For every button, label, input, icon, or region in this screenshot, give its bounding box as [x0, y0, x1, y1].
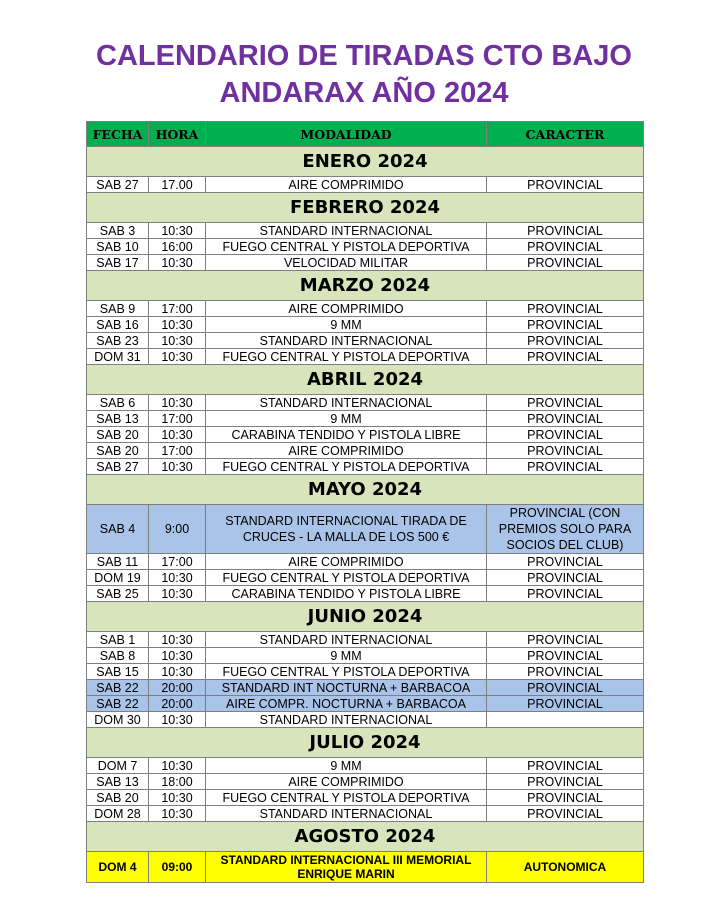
month-row [87, 147, 644, 177]
table-row [87, 712, 644, 728]
cell-hora: 18:00 [149, 774, 206, 790]
cell-caracter: PROVINCIAL [487, 239, 644, 255]
cell-modalidad: CARABINA TENDIDO Y PISTOLA LIBRE [206, 586, 487, 602]
month-row [87, 822, 644, 852]
cell-fecha: SAB 23 [87, 333, 149, 349]
cell-fecha: SAB 22 [87, 696, 149, 712]
cell-caracter: AUTONOMICA [487, 852, 644, 883]
cell-fecha: SAB 4 [87, 505, 149, 554]
cell-fecha: SAB 6 [87, 395, 149, 411]
cell-hora: 10:30 [149, 349, 206, 365]
cell-hora: 17:00 [149, 411, 206, 427]
cell-fecha: SAB 9 [87, 301, 149, 317]
cell-fecha: SAB 3 [87, 223, 149, 239]
cell-fecha: SAB 20 [87, 427, 149, 443]
cell-modalidad: 9 MM [206, 411, 487, 427]
title-line-2: ANDARAX AÑO 2024 [219, 77, 509, 109]
cell-caracter: PROVINCIAL [487, 301, 644, 317]
table-row [87, 411, 644, 427]
cell-caracter: PROVINCIAL [487, 632, 644, 648]
table-row [87, 427, 644, 443]
table-row [87, 223, 644, 239]
cell-caracter: PROVINCIAL [487, 570, 644, 586]
cell-caracter: PROVINCIAL [487, 758, 644, 774]
cell-fecha: SAB 8 [87, 648, 149, 664]
cell-caracter: PROVINCIAL [487, 648, 644, 664]
month-row [87, 193, 644, 223]
cell-caracter: PROVINCIAL [487, 223, 644, 239]
table-row [87, 648, 644, 664]
month-name: FEBRERO 2024 [87, 193, 644, 223]
table-row [87, 696, 644, 712]
cell-caracter: PROVINCIAL [487, 806, 644, 822]
cell-fecha: SAB 13 [87, 411, 149, 427]
cell-modalidad: FUEGO CENTRAL Y PISTOLA DEPORTIVA [206, 790, 487, 806]
cell-fecha: SAB 20 [87, 443, 149, 459]
cell-fecha: SAB 1 [87, 632, 149, 648]
cell-modalidad: STANDARD INTERNACIONAL [206, 806, 487, 822]
cell-modalidad: FUEGO CENTRAL Y PISTOLA DEPORTIVA [206, 459, 487, 475]
cell-fecha: DOM 30 [87, 712, 149, 728]
table-row [87, 317, 644, 333]
cell-modalidad: FUEGO CENTRAL Y PISTOLA DEPORTIVA [206, 664, 487, 680]
table-row [87, 790, 644, 806]
cell-caracter: PROVINCIAL [487, 664, 644, 680]
cell-hora: 10:30 [149, 570, 206, 586]
cell-fecha: DOM 31 [87, 349, 149, 365]
cell-caracter: PROVINCIAL [487, 395, 644, 411]
cell-caracter: PROVINCIAL [487, 333, 644, 349]
cell-hora: 17:00 [149, 443, 206, 459]
cell-caracter: PROVINCIAL [487, 790, 644, 806]
cell-modalidad: AIRE COMPRIMIDO [206, 554, 487, 570]
cell-modalidad: AIRE COMPRIMIDO [206, 774, 487, 790]
cell-hora: 10:30 [149, 395, 206, 411]
cell-hora: 20:00 [149, 680, 206, 696]
month-name: JUNIO 2024 [87, 602, 644, 632]
cell-fecha: SAB 15 [87, 664, 149, 680]
month-row [87, 271, 644, 301]
table-row [87, 443, 644, 459]
cell-fecha: SAB 27 [87, 177, 149, 193]
cell-caracter: PROVINCIAL [487, 774, 644, 790]
cell-hora: 10:30 [149, 806, 206, 822]
cell-fecha: DOM 28 [87, 806, 149, 822]
cell-modalidad: STANDARD INTERNACIONAL III MEMORIAL ENRIQUE MARIN [206, 852, 487, 883]
month-name: JULIO 2024 [87, 728, 644, 758]
cell-caracter: PROVINCIAL [487, 255, 644, 271]
month-row [87, 475, 644, 505]
cell-caracter: PROVINCIAL [487, 177, 644, 193]
cell-hora: 17.00 [149, 177, 206, 193]
table-row [87, 852, 644, 883]
cell-modalidad: STANDARD INTERNACIONAL [206, 395, 487, 411]
cell-caracter: PROVINCIAL [487, 349, 644, 365]
cell-fecha: SAB 17 [87, 255, 149, 271]
cell-modalidad: AIRE COMPR. NOCTURNA + BARBACOA [206, 696, 487, 712]
cell-hora: 10:30 [149, 758, 206, 774]
month-name: ABRIL 2024 [87, 365, 644, 395]
cell-hora: 10:30 [149, 790, 206, 806]
cell-hora: 10:30 [149, 648, 206, 664]
month-name: ENERO 2024 [87, 147, 644, 177]
cell-modalidad: AIRE COMPRIMIDO [206, 301, 487, 317]
cell-modalidad: FUEGO CENTRAL Y PISTOLA DEPORTIVA [206, 239, 487, 255]
table-row [87, 255, 644, 271]
cell-modalidad: 9 MM [206, 758, 487, 774]
table-row [87, 239, 644, 255]
cell-hora: 10:30 [149, 712, 206, 728]
cell-hora: 20:00 [149, 696, 206, 712]
cell-modalidad: AIRE COMPRIMIDO [206, 177, 487, 193]
table-row [87, 395, 644, 411]
cell-modalidad: STANDARD INT NOCTURNA + BARBACOA [206, 680, 487, 696]
page-title [0, 38, 728, 112]
cell-modalidad: STANDARD INTERNACIONAL [206, 712, 487, 728]
cell-fecha: DOM 19 [87, 570, 149, 586]
cell-fecha: SAB 13 [87, 774, 149, 790]
cell-modalidad: STANDARD INTERNACIONAL [206, 223, 487, 239]
cell-fecha: SAB 16 [87, 317, 149, 333]
cell-caracter: PROVINCIAL [487, 586, 644, 602]
cell-caracter: PROVINCIAL [487, 411, 644, 427]
table-row [87, 774, 644, 790]
cell-hora: 10:30 [149, 223, 206, 239]
cell-modalidad: AIRE COMPRIMIDO [206, 443, 487, 459]
cell-hora: 10:30 [149, 317, 206, 333]
table-row [87, 758, 644, 774]
cell-hora: 10:30 [149, 427, 206, 443]
table-row [87, 301, 644, 317]
cell-fecha: SAB 22 [87, 680, 149, 696]
cell-caracter: PROVINCIAL [487, 317, 644, 333]
cell-hora: 10:30 [149, 459, 206, 475]
cell-hora: 10:30 [149, 333, 206, 349]
cell-fecha: SAB 27 [87, 459, 149, 475]
title-line-1: CALENDARIO DE TIRADAS CTO BAJO [96, 40, 632, 72]
cell-modalidad: FUEGO CENTRAL Y PISTOLA DEPORTIVA [206, 570, 487, 586]
month-name: AGOSTO 2024 [87, 822, 644, 852]
cell-modalidad: FUEGO CENTRAL Y PISTOLA DEPORTIVA [206, 349, 487, 365]
cell-caracter: PROVINCIAL [487, 696, 644, 712]
cell-hora: 10:30 [149, 255, 206, 271]
table-row [87, 554, 644, 570]
cell-caracter: PROVINCIAL [487, 680, 644, 696]
cell-fecha: SAB 11 [87, 554, 149, 570]
month-name: MARZO 2024 [87, 271, 644, 301]
cell-caracter [487, 712, 644, 728]
table-row [87, 177, 644, 193]
header-modalidad: MODALIDAD [206, 122, 487, 147]
cell-hora: 10:30 [149, 632, 206, 648]
month-row [87, 365, 644, 395]
cell-hora: 09:00 [149, 852, 206, 883]
cell-modalidad: STANDARD INTERNACIONAL TIRADA DE CRUCES - LA MALLA DE LOS 500 € [206, 505, 487, 554]
cell-modalidad: 9 MM [206, 317, 487, 333]
month-name: MAYO 2024 [87, 475, 644, 505]
header-fecha: FECHA [87, 122, 149, 147]
cell-hora: 10:30 [149, 586, 206, 602]
table-row [87, 664, 644, 680]
cell-fecha: DOM 7 [87, 758, 149, 774]
table-row [87, 806, 644, 822]
header-hora: HORA [149, 122, 206, 147]
cell-modalidad: VELOCIDAD MILITAR [206, 255, 487, 271]
cell-caracter: PROVINCIAL [487, 427, 644, 443]
cell-modalidad: STANDARD INTERNACIONAL [206, 632, 487, 648]
table-row [87, 680, 644, 696]
cell-modalidad: 9 MM [206, 648, 487, 664]
month-row [87, 728, 644, 758]
table-row [87, 349, 644, 365]
table-row [87, 632, 644, 648]
table-row [87, 333, 644, 349]
header-row [87, 122, 644, 147]
cell-hora: 16:00 [149, 239, 206, 255]
cell-fecha: SAB 25 [87, 586, 149, 602]
cell-caracter: PROVINCIAL [487, 459, 644, 475]
table-row [87, 586, 644, 602]
calendar-body [87, 147, 644, 883]
cell-hora: 10:30 [149, 664, 206, 680]
cell-modalidad: CARABINA TENDIDO Y PISTOLA LIBRE [206, 427, 487, 443]
cell-caracter: PROVINCIAL [487, 443, 644, 459]
table-row [87, 570, 644, 586]
table-row [87, 459, 644, 475]
cell-caracter: PROVINCIAL (CON PREMIOS SOLO PARA SOCIOS DEL CLUB) [487, 505, 644, 554]
table-row [87, 505, 644, 554]
cell-fecha: SAB 20 [87, 790, 149, 806]
cell-caracter: PROVINCIAL [487, 554, 644, 570]
cell-fecha: SAB 10 [87, 239, 149, 255]
cell-hora: 17:00 [149, 301, 206, 317]
cell-hora: 17:00 [149, 554, 206, 570]
month-row [87, 602, 644, 632]
cell-modalidad: STANDARD INTERNACIONAL [206, 333, 487, 349]
calendar-table [86, 121, 644, 883]
header-caracter: CARACTER [487, 122, 644, 147]
cell-hora: 9:00 [149, 505, 206, 554]
cell-fecha: DOM 4 [87, 852, 149, 883]
